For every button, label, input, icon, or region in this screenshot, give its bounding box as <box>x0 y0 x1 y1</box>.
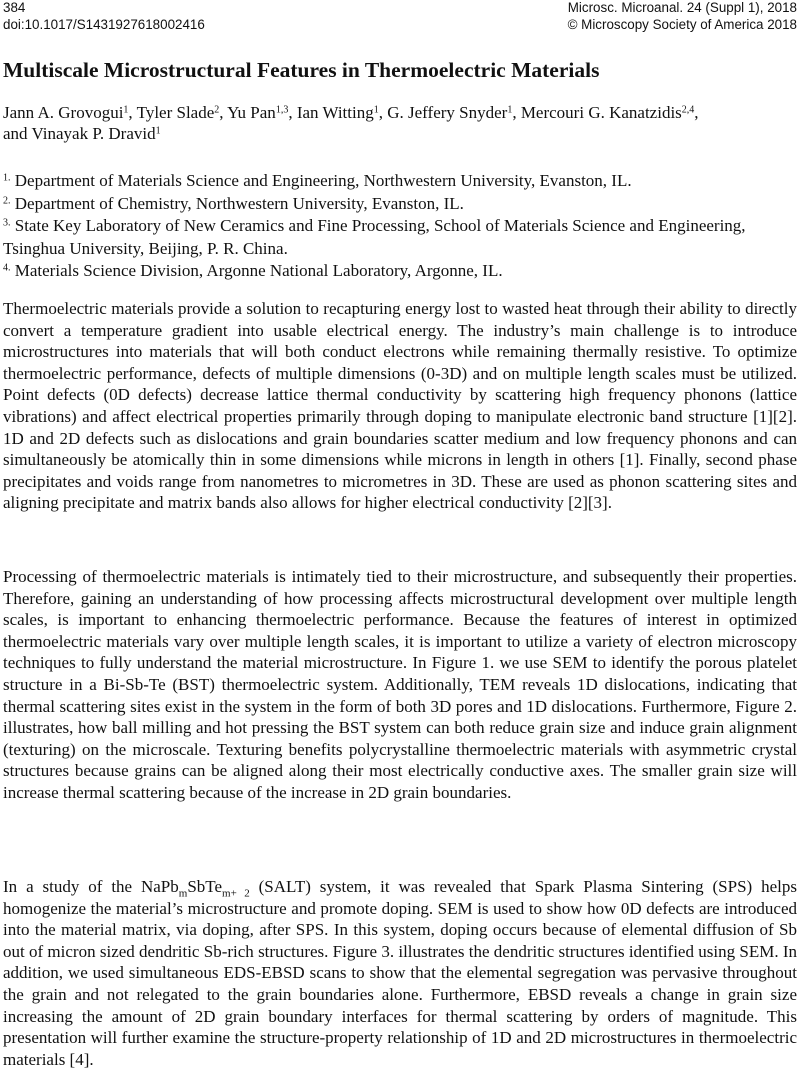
author-name: Ian Witting <box>296 103 374 122</box>
journal-citation: Microsc. Microanal. 24 (Suppl 1), 2018 <box>567 0 797 15</box>
body-paragraph-2: Processing of thermoelectric materials is intimately tied to their microstructure, and subsequently their properties. Therefore, gaining an understanding of how processing affects microstructural development over multiple length scales, is important to enhancing thermoelectric performance. Because the features of interest in optimized thermoelectric materials vary over multiple length scales, it is important to utilize a variety of electron microscopy techniques to fully understand the material microstructure. In Figure 1. we use SEM to identify the porous platelet structure in a Bi-Sb-Te (BST) thermoelectric system. Additionally, TEM reveals 1D dislocations, indicating that thermal scattering sites exist in the system in the form of both 3D pores and 1D dislocations. Furthermore, Figure 2. illustrates, how ball milling and hot pressing the BST system can both reduce grain size and induce grain alignment (texturing) on the microscale. Texturing benefits polycrystalline thermoelectric materials with asymmetric crystal structures because grains can be aligned along their most electrically conductive axes. The smaller grain size will increase thermal scattering because of the increase in 2D grain boundaries. <box>3 567 797 802</box>
affiliation-number: 1. <box>3 172 11 184</box>
author-list: Jann A. Grovogui$^1$, Tyler Slade$^2$, Yu Pan$^{1,3}$, Ian Witting$^1$, G. Jeffery Snyder$^1$, Mercouri G. Kanatzidis$^{2,4}$, and Vinayak P. Dravid$^1$ <box>3 103 699 143</box>
author-name: Yu Pan <box>227 103 276 122</box>
affiliation-text: Department of Materials Science and Engineering, Northwestern University, Evanston, IL. <box>14 171 632 190</box>
chemical-subscript: m <box>178 887 188 900</box>
author-affiliation-mark: 1 <box>507 104 513 116</box>
page-number: 384 <box>3 0 26 15</box>
author-affiliation-mark: 2,4 <box>681 104 695 116</box>
affiliation-number: 4. <box>3 262 11 274</box>
affiliation-list <box>3 170 797 283</box>
author-name: Vinayak P. Dravid <box>31 124 156 143</box>
chemical-subscript: m+ 2 <box>222 887 250 900</box>
affiliation <box>3 260 797 283</box>
author-name: G. Jeffery Snyder <box>387 103 508 122</box>
affiliation-number: 2. <box>3 195 11 206</box>
author-affiliation-mark: 1 <box>155 125 161 137</box>
author-affiliation-mark: 2 <box>214 104 220 116</box>
body-paragraph-3 <box>3 876 797 1070</box>
copyright: © Microscopy Society of America 2018 <box>567 17 797 32</box>
author-affiliation-mark: 1 <box>373 104 379 116</box>
affiliation-text: State Key Laboratory of New Ceramics and Fine Processing, School of Materials Science and Engineering, Tsinghua University, Beijing, P. R. China. <box>3 216 746 258</box>
paragraph-text: (SALT) system, it was revealed that Spark Plasma Sintering (SPS) helps homogenize the material’s microstructure and promote doping. SEM is used to show how 0D defects are introduced into the material matrix, via doping, after SPS. In this system, doping occurs because of elemental diffusion of Sb out of micron sized dendritic Sb-rich structures. Figure 3. illustrates the dendritic structures identified using SEM. In addition, we used simultaneous EDS-EBSD scans to show that the elemental segregation was pervasive throughout the grain and not relegated to the grain boundaries alone. Furthermore, EBSD reveals a change in grain size increasing the amount of 2D grain boundary interfaces for thermal scattering by orders of magnitude. This presentation will further examine the structure-property relationship of 1D and 2D microstructures in thermoelectric materials [4]. <box>3 877 797 1069</box>
author-affiliation-mark: 1,3 <box>275 104 289 116</box>
paragraph-text: In a study of the NaPb <box>3 877 179 896</box>
affiliation <box>3 215 797 260</box>
author-name: Tyler Slade <box>136 103 215 122</box>
affiliation-text: Department of Chemistry, Northwestern University, Evanston, IL. <box>14 193 464 213</box>
affiliation-number: 3. <box>3 217 11 229</box>
author-name: Jann A. Grovogui <box>3 103 124 122</box>
body-paragraph-1: Thermoelectric materials provide a solution to recapturing energy lost to wasted heat through their ability to directly convert a temperature gradient into usable electrical energy. The industry’s main challenge is to introduce microstructures into materials that will both conduct electrons while remaining thermally resistive. To optimize thermoelectric performance, defects of multiple dimensions (0-3D) and on multiple length scales must be utilized. Point defects (0D defects) decrease lattice thermal conductivity by scattering high frequency phonons (lattice vibrations) and affect electrical properties primarily through doping to manipulate electronic band structure [1][2]. 1D and 2D defects such as dislocations and grain boundaries scatter medium and low frequency phonons and can simultaneously be atomically thin in some dimensions while microns in length in others [1]. Finally, second phase precipitates and voids range from nanometres to micrometres in 3D. These are used as phonon scattering sites and aligning precipitate and matrix bands also allows for higher electrical conductivity [2][3]. <box>3 299 797 513</box>
author-affiliation-mark: 1 <box>123 104 129 116</box>
affiliation <box>3 170 797 193</box>
affiliation <box>3 193 797 216</box>
author-name: Mercouri G. Kanatzidis <box>520 103 682 122</box>
doi: doi:10.1017/S1431927618002416 <box>3 17 205 32</box>
paper-title: Multiscale Microstructural Features in Thermoelectric Materials <box>3 58 600 82</box>
affiliation-text: Materials Science Division, Argonne National Laboratory, Argonne, IL. <box>14 261 503 280</box>
paragraph-text: SbTe <box>187 877 223 896</box>
